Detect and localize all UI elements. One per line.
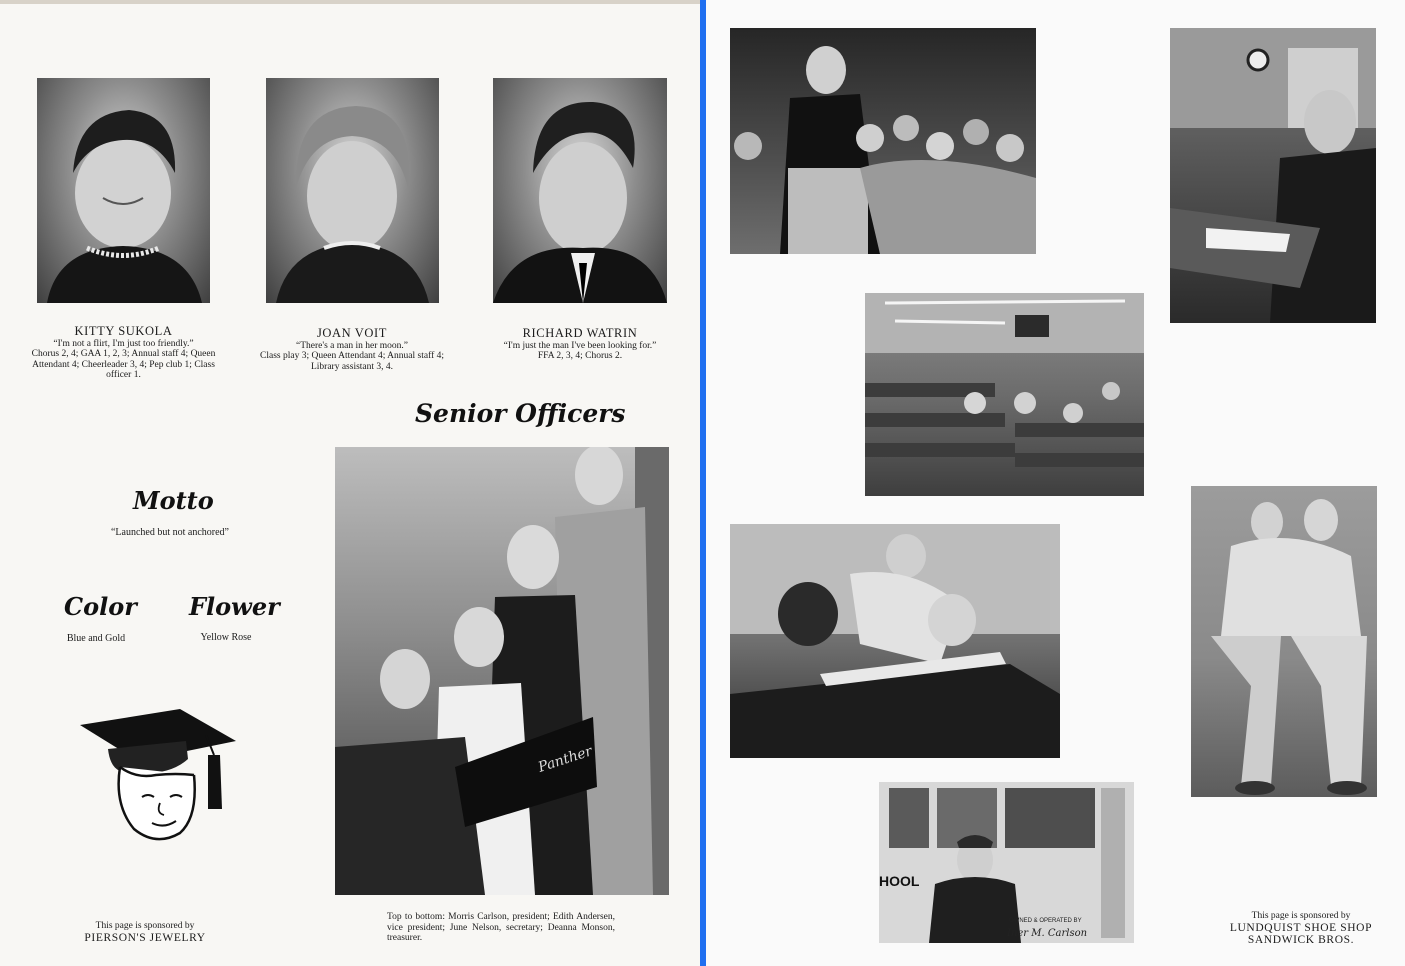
graduate-cap-illustration xyxy=(76,705,241,847)
officers-caption: Top to bottom: Morris Carlson, president; Edith Andersen, vice president; June Nelson, secretary; Deanna Monson, treasurer. xyxy=(387,912,615,943)
senior-name: RICHARD WATRIN xyxy=(522,326,638,340)
caption-richard-watrin xyxy=(486,328,674,362)
yearbook-cover-text: Panther xyxy=(536,743,595,776)
bus-owner-line: OWNED & OPERATED BY xyxy=(1009,918,1082,924)
pep-rally-photo xyxy=(730,28,1036,254)
motto-text: “Launched but not anchored” xyxy=(110,527,229,538)
portrait-kitty-sukola xyxy=(37,78,210,303)
color-heading: Color xyxy=(64,592,137,621)
senior-activities: FFA 2, 3, 4; Chorus 2. xyxy=(537,351,623,361)
senior-quote: “I'm just the man I've been looking for.” xyxy=(503,340,657,351)
caption-kitty-sukola xyxy=(30,326,217,381)
flower-heading: Flower xyxy=(189,592,280,621)
senior-quote: “I'm not a flirt, I'm just too friendly.” xyxy=(53,338,194,349)
flower-text: Yellow Rose xyxy=(200,632,252,643)
senior-quote: “There's a man in her moon.” xyxy=(296,340,408,351)
study-hall-photo xyxy=(1170,28,1376,323)
senior-name: JOAN VOIT xyxy=(316,326,388,340)
senior-officers-heading: Senior Officers xyxy=(415,399,626,428)
sponsor-line: This page is sponsored by xyxy=(95,921,195,931)
classroom-photo xyxy=(865,293,1144,496)
left-page xyxy=(0,0,700,966)
wrestling-photo xyxy=(1191,486,1377,797)
portrait-joan-voit xyxy=(266,78,439,303)
right-page xyxy=(706,0,1405,966)
senior-officers-photo xyxy=(335,447,669,895)
portrait-richard-watrin xyxy=(493,78,667,303)
sponsor-line: This page is sponsored by xyxy=(1251,911,1351,921)
bus-owner-name: Iner M. Carlson xyxy=(1007,928,1088,939)
senior-name: KITTY SUKOLA xyxy=(74,324,173,338)
sponsor-right xyxy=(1206,910,1396,946)
motto-heading: Motto xyxy=(133,486,214,515)
bus-driver-photo xyxy=(879,782,1134,943)
sponsor-left xyxy=(60,920,230,944)
sponsor-name-1: LUNDQUIST SHOE SHOP xyxy=(1229,922,1373,934)
library-study-photo xyxy=(730,524,1060,758)
senior-activities: Class play 3; Queen Attendant 4; Annual staff 4; Library assistant 3, 4. xyxy=(260,351,444,372)
caption-joan-voit xyxy=(258,328,446,372)
color-text: Blue and Gold xyxy=(66,633,126,644)
sponsor-name: PIERSON'S JEWELRY xyxy=(84,932,206,944)
bus-school-lettering: HOOL xyxy=(879,873,920,889)
senior-activities: Chorus 2, 4; GAA 1, 2, 3; Annual staff 4; Queen Attendant 4; Cheerleader 3, 4; Pep club 1; Class officer 1. xyxy=(31,349,216,380)
sponsor-name-2: SANDWICK BROS. xyxy=(1247,934,1355,946)
page-edge xyxy=(0,0,700,4)
